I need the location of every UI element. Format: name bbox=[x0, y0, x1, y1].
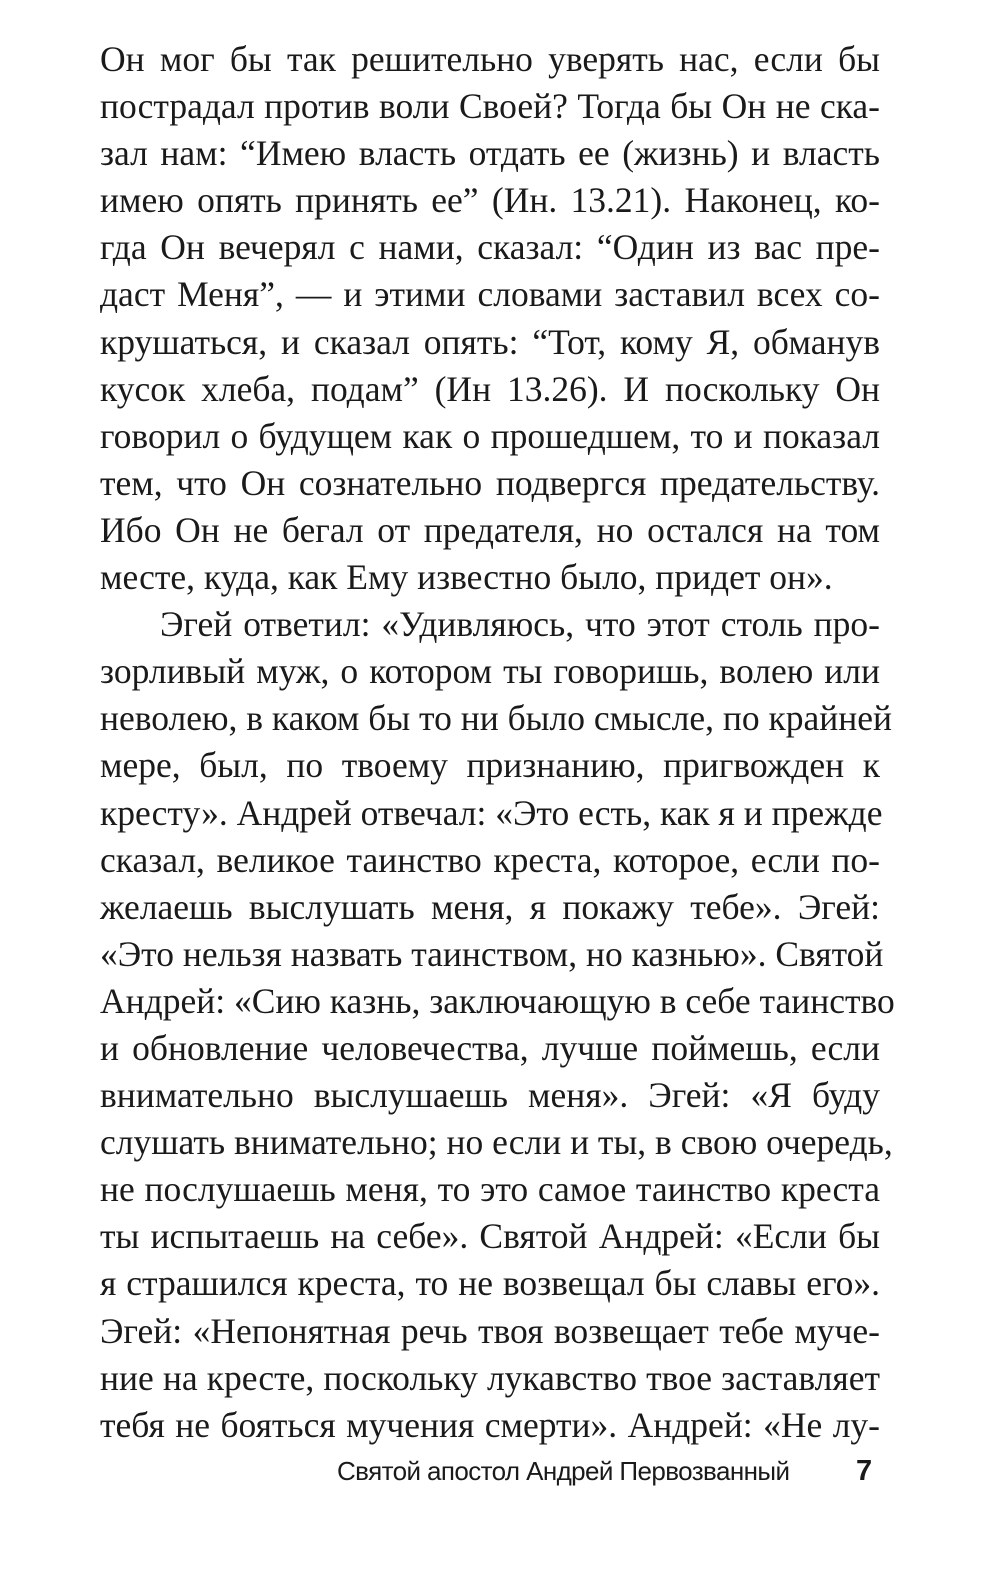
text-line: Эгей: «Непонятная речь твоя возвещает тебе муче- bbox=[100, 1310, 880, 1351]
text-line: Он мог бы так решительно уверять нас, если бы bbox=[100, 39, 880, 79]
text-line: внимательно выслушаешь меня». Эгей: «Я буду bbox=[100, 1075, 880, 1116]
page-number: 7 bbox=[856, 1455, 873, 1487]
text-line: пострадал против воли Своей? Тогда бы Он не ска- bbox=[100, 86, 880, 127]
text-line: месте, куда, как Ему известно было, придет он». bbox=[100, 557, 833, 598]
body-text bbox=[100, 36, 895, 1449]
running-head: Святой апостол Андрей Первозванный bbox=[337, 1456, 790, 1486]
text-line: Андрей: «Сию казнь, заключающую в себе таинство bbox=[100, 980, 895, 1021]
text-line: тебя не бояться мучения смерти». Андрей: «Не лу- bbox=[100, 1404, 880, 1445]
text-line: ние на кресте, поскольку лукавство твое заставляет bbox=[100, 1357, 880, 1398]
text-line: я страшился креста, то не возвещал бы славы его». bbox=[100, 1263, 880, 1304]
text-line: зорливый муж, о котором ты говоришь, волею или bbox=[100, 651, 880, 692]
text-line: тем, что Он сознательно подвергся предательству. bbox=[100, 462, 880, 503]
text-line: желаешь выслушать меня, я покажу тебе». Эгей: bbox=[100, 886, 880, 927]
text-line: кресту». Андрей отвечал: «Это есть, как я и прежде bbox=[100, 792, 883, 833]
text-line: не послушаешь меня, то это самое таинство креста bbox=[100, 1169, 880, 1210]
paragraph-first-line: Эгей ответил: «Удивляюсь, что этот столь про- bbox=[160, 604, 880, 645]
text-line: крушаться, и сказал опять: “Тот, кому Я, обманув bbox=[100, 321, 880, 362]
text-line: и обновление человечества, лучше поймешь, если bbox=[100, 1027, 880, 1068]
text-line: слушать внимательно; но если и ты, в свою очередь, bbox=[100, 1122, 893, 1163]
text-line: даст Меня”, — и этими словами заставил всех со- bbox=[100, 274, 880, 315]
text-line: ты испытаешь на себе». Святой Андрей: «Если бы bbox=[100, 1216, 880, 1257]
page-footer bbox=[0, 1453, 1000, 1493]
text-line: кусок хлеба, подам” (Ин 13.26). И поскольку Он bbox=[100, 368, 880, 409]
text-line: неволею, в каком бы то ни было смысле, по крайней bbox=[100, 698, 893, 739]
text-line: имею опять принять ее” (Ин. 13.21). Наконец, ко- bbox=[100, 180, 880, 221]
text-line: гда Он вечерял с нами, сказал: “Один из вас пре- bbox=[100, 227, 880, 268]
text-line: мере, был, по твоему признанию, пригвожден к bbox=[100, 745, 880, 786]
text-line: «Это нельзя назвать таинством, но казнью». Святой bbox=[100, 933, 884, 974]
text-line: Ибо Он не бегал от предателя, но остался на том bbox=[100, 509, 880, 550]
text-line: зал нам: “Имею власть отдать ее (жизнь) и власть bbox=[100, 133, 880, 174]
text-line: сказал, великое таинство креста, которое, если по- bbox=[100, 839, 880, 880]
text-line: говорил о будущем как о прошедшем, то и показал bbox=[100, 415, 880, 456]
